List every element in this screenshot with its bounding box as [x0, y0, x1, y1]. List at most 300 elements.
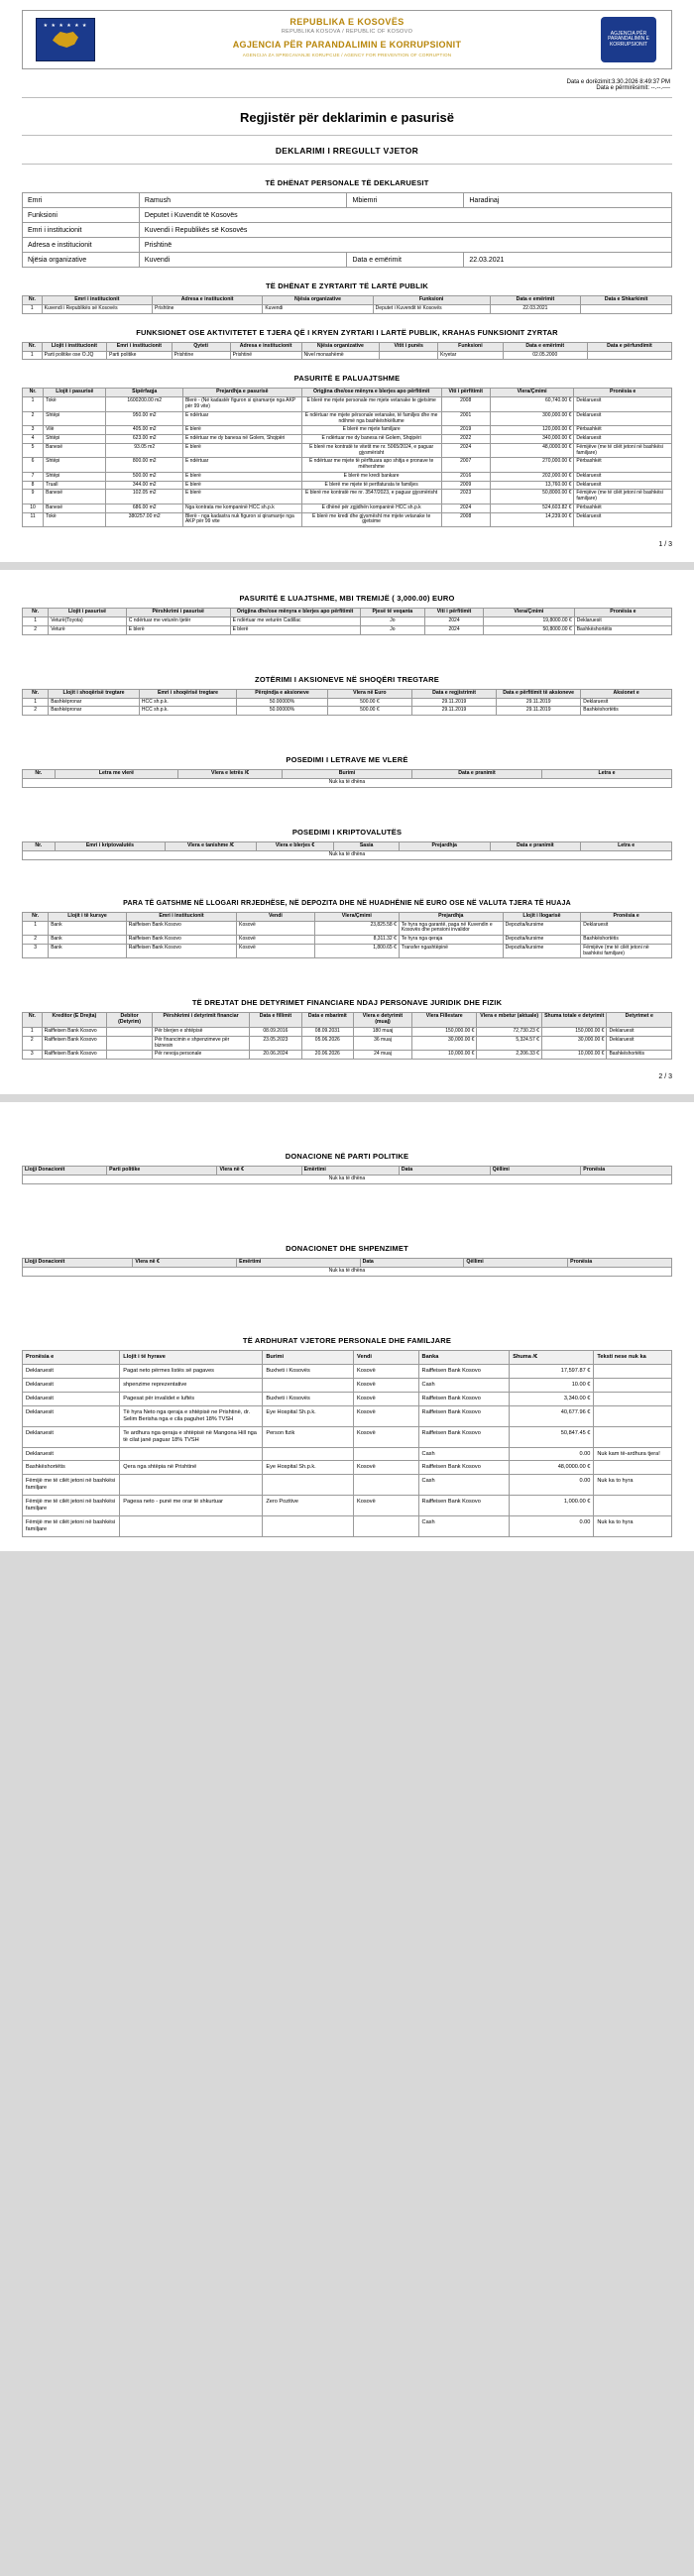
table-cell: 23,825.58 €: [314, 921, 399, 936]
table-cell: Raiffeisen Bank Kosovo: [418, 1461, 510, 1475]
table-cell: Banesë: [44, 490, 106, 504]
table-cell: 50,8000.00 €: [490, 490, 574, 504]
table-header-row: [23, 389, 672, 397]
spacer: [22, 958, 672, 984]
section-title-donations-expenses: DONACIONET DHE SHPENZIMET: [286, 1243, 408, 1253]
col-sasia: Sasia: [334, 841, 400, 850]
table-cell: Pagesat për invalidet e luftës: [120, 1392, 263, 1405]
table-cell: 180 muaj: [354, 1028, 412, 1037]
page-number-1: 1 / 3: [658, 541, 672, 549]
value-njesia: Kuvendi: [139, 253, 347, 268]
col-qyteti: Qyteti: [172, 342, 230, 351]
table-cell: E blerë: [230, 625, 360, 634]
table-cell: 950.00 m2: [106, 411, 182, 426]
table-cell: 150,000.00 €: [541, 1028, 607, 1037]
table-row: [23, 1496, 672, 1516]
table-cell: 10,000.00 €: [541, 1051, 607, 1060]
table-cell: 500.00 €: [327, 698, 411, 707]
value-funksioni: Deputet i Kuvendit të Kosovës: [139, 208, 671, 223]
divider: [22, 164, 672, 165]
label-njesia: Njësia organizative: [23, 253, 140, 268]
col-perqindja: Përqindja e aksioneve: [237, 689, 328, 698]
col-nr: Nr.: [23, 841, 56, 850]
table-cell: [107, 1051, 153, 1060]
table-cell: Raiffeisen Bank Kosovo: [418, 1405, 510, 1426]
table-cell: E ndërtuar me mjete të përfituara apo shitja e pronave te mëhershme: [301, 458, 441, 473]
table-cell: Bank: [49, 936, 127, 945]
table-cell: Deklaruesit: [574, 411, 672, 426]
table-cell: Shtëpi: [44, 458, 106, 473]
table-cell: 08.09.2016: [250, 1028, 301, 1037]
table-row: [23, 707, 672, 716]
table-cell: 623.00 m2: [106, 435, 182, 444]
table-cell: 686.00 m2: [106, 504, 182, 512]
col-emri: Emri i shoqërisë tregtare: [139, 689, 236, 698]
col-vlera: Vlera në €: [133, 1258, 237, 1267]
col-burimi: Burimi: [263, 1350, 354, 1364]
table-cell: 1,800.65 €: [314, 944, 399, 958]
table-cell: Deklaruesit: [574, 512, 672, 527]
col-pershkrimi: Përshkrimi i detyrimit financiar: [152, 1013, 249, 1028]
table-row: [23, 625, 672, 634]
col-emri: Emri i institucionit: [107, 342, 173, 351]
col-prejardhja: Prejardhja: [399, 912, 503, 921]
table-cell: E ndërtuar: [182, 411, 301, 426]
table-row: [23, 1447, 672, 1461]
table-cell: Deklaruesit: [574, 472, 672, 481]
table-cell: 7: [23, 472, 44, 481]
page-subtitle: DEKLARIMI I RREGULLT VJETOR: [275, 146, 419, 156]
empty-message: Nuk ka të dhëna: [23, 1176, 672, 1184]
table-cell: 300,000.00 €: [490, 411, 574, 426]
cell-data-emerimit: 02.05.2000: [503, 351, 587, 360]
col-adresa: Adresa e institucionit: [152, 296, 262, 305]
col-vlera-fillestare: Vlera Fillestare: [411, 1013, 477, 1028]
table-cell: 20.06.2024: [250, 1051, 301, 1060]
table-cell: Bashkëshortëtis: [581, 707, 672, 716]
other-functions-table: [22, 342, 672, 361]
table-cell: 2007: [441, 458, 490, 473]
table-cell: Për nevoja personale: [152, 1051, 249, 1060]
col-lloji: Llojji Donacionit: [23, 1258, 133, 1267]
agency-emblem: [586, 11, 671, 68]
cell-lloji: Parti politike ose O.JQ: [42, 351, 107, 360]
table-cell: 05.06.2026: [301, 1036, 353, 1051]
table-cell: Depozita/kursime: [503, 936, 581, 945]
table-cell: Te hyra nga garantë, paga në Kuvendin e Kosovës dhe pensioni invalidor: [399, 921, 503, 936]
header-line-1: REPUBLIKA E KOSOVËS: [289, 17, 405, 27]
table-cell: Kosovë: [237, 936, 315, 945]
col-emri: Emri i kriptovalutës: [55, 841, 165, 850]
section-title-senior-public: TË DHËNAT E ZYRTARIT TË LARTË PUBLIK: [265, 281, 428, 290]
table-cell: Tokë: [44, 512, 106, 527]
table-cell: [120, 1475, 263, 1496]
table-cell: Kosovë: [354, 1364, 419, 1378]
table-cell: [120, 1447, 263, 1461]
table-cell: 3,340.00 €: [510, 1392, 594, 1405]
table-cell: [107, 1028, 153, 1037]
table-cell: 3: [23, 944, 49, 958]
value-institucioni: Kuvendi i Republikës së Kosovës: [139, 223, 671, 238]
table-cell: Raiffeisen Bank Kosovo: [126, 944, 236, 958]
col-aksionet: Aksionet e: [581, 689, 672, 698]
col-prejardhja: Prejardhja e pasurisë: [182, 389, 301, 397]
col-vlera: Vlera/Çmimi: [490, 389, 574, 397]
table-cell: 2024: [425, 617, 484, 626]
table-cell: Bashkëpronar: [49, 707, 140, 716]
table-cell: 50,847.45 €: [510, 1426, 594, 1447]
table-row: [23, 921, 672, 936]
table-cell: Raiffeisen Bank Kosovo: [126, 936, 236, 945]
document-page-1: [0, 0, 694, 562]
col-vendi: Vendi: [354, 1350, 419, 1364]
table-row: [23, 1364, 672, 1378]
table-cell: 36 muaj: [354, 1036, 412, 1051]
col-burimi: Burimi: [282, 770, 411, 779]
flag-stars: ★ ★ ★ ★ ★ ★: [43, 23, 88, 29]
col-vlera-muaj: Vlera e detyrimit (muaj): [354, 1013, 412, 1028]
table-cell: Pagat neto përmes listës së pagaves: [120, 1364, 263, 1378]
table-cell: E blerë: [182, 490, 301, 504]
table-cell: 150,000.00 €: [411, 1028, 477, 1037]
table-cell: 2: [23, 411, 44, 426]
table-row: [23, 472, 672, 481]
col-lloji: Llojji Donacionit: [23, 1167, 107, 1176]
section-title-movable: PASURITË E LUAJTSHME, MBI TREMIJË ( 3,000.00) EURO: [239, 594, 455, 604]
page-number-2: 2 / 3: [658, 1073, 672, 1081]
table-cell: C ndërtuar me veturën tjetër: [126, 617, 230, 626]
col-pronesia: Pronësia: [581, 1167, 672, 1176]
table-cell: 60,740.00 €: [490, 397, 574, 412]
table-cell: Blerë - (Në kadastër figuron si qiramarrje nga AKP për 99 vite): [182, 397, 301, 412]
submission-dateline: [22, 77, 672, 95]
header-line-3: AGJENCIA PËR PARANDALIMIN E KORRUPSIONIT: [232, 40, 462, 50]
col-lloji: Llojit i të hyrave: [120, 1350, 263, 1364]
col-lloji: Llojit i shoqërisë tregtare: [49, 689, 140, 698]
table-cell: Raiffeisen Bank Kosovo: [42, 1051, 107, 1060]
table-cell: Zero Pozitive: [263, 1496, 354, 1516]
table-cell: Deklaruesit: [574, 435, 672, 444]
table-cell: Depozita/kursime: [503, 921, 581, 936]
col-pronesia: Pronësia e: [23, 1350, 120, 1364]
label-mbiemri: Mbiemri: [347, 193, 464, 208]
col-debitor: Debitor (Detyrim): [107, 1013, 153, 1028]
spacer: [22, 635, 672, 661]
col-vlera: Vlera e letrës /€: [178, 770, 283, 779]
col-pershkrimi: Përshkrimi i pasurisë: [126, 609, 230, 617]
table-cell: Deklaruesit: [581, 698, 672, 707]
table-row: [23, 458, 672, 473]
table-cell: 4: [23, 435, 44, 444]
col-detyrimet: Detyrimet e: [607, 1013, 672, 1028]
table-cell: Kosovë: [354, 1405, 419, 1426]
table-cell: 10: [23, 504, 44, 512]
table-cell: 19,8000.00 €: [484, 617, 575, 626]
table-cell: E ndërtuar: [182, 458, 301, 473]
table-cell: 3: [23, 1051, 43, 1060]
table-cell: E ndërtuar me mjete përsonale vetanake, të familjes dhe me ndihmë nga bashkëshkëllume: [301, 411, 441, 426]
table-cell: Shtëpi: [44, 411, 106, 426]
table-cell: 50,8000.00 €: [484, 625, 575, 634]
table-cell: Buxheti i Kosovës: [263, 1392, 354, 1405]
emblem-icon: AGJENCIA PËR PARANDALIMIN E KORRUPSIONIT: [601, 17, 656, 62]
cell-adresa: Prishtinë: [230, 351, 301, 360]
table-header-row: [23, 1350, 672, 1364]
table-cell: 340,000.00 €: [490, 435, 574, 444]
table-cell: 500.00 m2: [106, 472, 182, 481]
table-cell: 72,730.23 €: [477, 1028, 542, 1037]
immovable-property-table: [22, 388, 672, 527]
table-cell: Cash: [418, 1475, 510, 1496]
table-cell: shpenzime reprezentative: [120, 1378, 263, 1392]
table-row: [23, 1051, 672, 1060]
annual-income-table: [22, 1350, 672, 1538]
table-cell: 10,000.00 €: [411, 1051, 477, 1060]
table-cell: Për blerjen e shtëpisë: [152, 1028, 249, 1037]
document-header: [22, 10, 672, 69]
table-cell: Nuk kam të-ardhura tjera!: [594, 1447, 672, 1461]
col-vitit: Vitit i punës: [380, 342, 438, 351]
table-cell: 23.05.2023: [250, 1036, 301, 1051]
liabilities-table: [22, 1012, 672, 1060]
table-row: [23, 238, 672, 253]
table-cell: 800.00 m2: [106, 458, 182, 473]
table-header-row: [23, 689, 672, 698]
table-cell: 10.00 €: [510, 1378, 594, 1392]
table-cell: 5,324.57 €: [477, 1036, 542, 1051]
table-cell: [120, 1516, 263, 1537]
table-row: [23, 411, 672, 426]
table-cell: E ndërtuar me dy banesa në Golem, Shqipëri: [182, 435, 301, 444]
table-cell: 120,000.00 €: [490, 426, 574, 435]
table-cell: E blerë me kredi bankare: [301, 472, 441, 481]
table-header-row: [23, 609, 672, 617]
table-header-row: [23, 342, 672, 351]
col-nr: Nr.: [23, 609, 49, 617]
col-emertimi: Emërtimi: [237, 1258, 360, 1267]
table-cell: 2: [23, 707, 49, 716]
table-cell: E blerë: [182, 426, 301, 435]
section-title-other-functions: FUNKSIONET OSE AKTIVITETET E TJERA QË I KRYEN ZYRTARI I LARTË PUBLIK, KRAHAS FUNKSIONIT ZYRTAR: [136, 327, 558, 337]
col-vlera: Vlera në €: [217, 1167, 301, 1176]
table-cell: 524,603.82 €: [490, 504, 574, 512]
col-pronesia: Pronësia: [568, 1258, 672, 1267]
table-cell: Cash: [418, 1447, 510, 1461]
table-cell: 50.00000%: [237, 698, 328, 707]
table-row-empty: [23, 779, 672, 788]
table-cell: 29.11.2019: [497, 707, 581, 716]
table-cell: 40,677.96 €: [510, 1405, 594, 1426]
table-row: [23, 443, 672, 458]
section-title-shares: ZOTËRIMI I AKSIONEVE NË SHOQËRI TREGTARE: [255, 674, 439, 684]
table-cell: Fëmijëve (me të cilët jetoni në bashkësi familjare): [581, 944, 672, 958]
table-row: [23, 1028, 672, 1037]
table-cell: E blerë: [182, 481, 301, 490]
table-cell: Deklaruesit: [23, 1405, 120, 1426]
col-nr: Nr.: [23, 389, 44, 397]
table-header-row: [23, 912, 672, 921]
divider: [22, 97, 672, 98]
table-cell: 2023: [441, 490, 490, 504]
col-data-shkarkimit: Data e Shkarkimit: [581, 296, 672, 305]
section-title-securities: POSEDIMI I LETRAVE ME VLERË: [286, 755, 408, 765]
col-letra-e: Letra e: [541, 770, 671, 779]
cell-data-shkarkimit: [581, 304, 672, 313]
table-cell: [354, 1516, 419, 1537]
table-cell: Deklaruesit: [23, 1364, 120, 1378]
table-cell: Deklaruesit: [574, 481, 672, 490]
table-cell: 1: [23, 617, 49, 626]
table-cell: 3: [23, 426, 44, 435]
label-emri: Emri: [23, 193, 140, 208]
table-cell: Nuk ka to hyra: [594, 1475, 672, 1496]
col-data-emerimit: Data e emërimit: [490, 296, 581, 305]
col-kreditor: Kreditor (E Drejta): [42, 1013, 107, 1028]
table-cell: 102.05 m2: [106, 490, 182, 504]
col-nr: Nr.: [23, 689, 49, 698]
page-title: Regjistër për deklarimin e pasurisë: [239, 110, 455, 125]
table-cell: Transfer ngashtëpinë: [399, 944, 503, 958]
value-data-emerimit: 22.03.2021: [464, 253, 672, 268]
table-cell: E blerë me kredi dhe gjysmësht me mjete vetanake te gjetsime: [301, 512, 441, 527]
table-cell: [594, 1426, 672, 1447]
table-cell: 08.09.2031: [301, 1028, 353, 1037]
table-row: [23, 1036, 672, 1051]
table-cell: Vilë: [44, 426, 106, 435]
table-cell: Raiffeisen Bank Kosovo: [42, 1028, 107, 1037]
cell-funksioni: Kryetar: [438, 351, 504, 360]
table-cell: 2008: [441, 397, 490, 412]
col-emertimi: Emërtimi: [301, 1167, 399, 1176]
spacer: [22, 860, 672, 886]
correction-date: Data e përmirësimit: --.--.----: [596, 85, 670, 91]
col-viti: Viti i përfitimit: [425, 609, 484, 617]
table-cell: 1: [23, 698, 49, 707]
cash-accounts-table: [22, 912, 672, 959]
col-institucioni: Emri i institucionit: [42, 296, 152, 305]
table-row: [23, 208, 672, 223]
table-cell: Cash: [418, 1378, 510, 1392]
col-vlera-mbetur: Vlera e mbetur (aktuale): [477, 1013, 542, 1028]
table-cell: Fëmijëve (me të cilët jetoni në bashkësi familjare): [574, 443, 672, 458]
table-cell: Kosovë: [237, 944, 315, 958]
table-cell: 1: [23, 397, 44, 412]
flag-icon: [36, 18, 95, 61]
table-cell: Fëmijë me të cilët jetoni në bashkësi familjare: [23, 1496, 120, 1516]
table-cell: 2: [23, 1036, 43, 1051]
table-cell: Kosovë: [354, 1496, 419, 1516]
table-row: [23, 1426, 672, 1447]
donations-expenses-table: [22, 1258, 672, 1277]
table-cell: Deklaruesit: [23, 1378, 120, 1392]
table-cell: Kosovë: [237, 921, 315, 936]
table-row: [23, 351, 672, 360]
table-row: [23, 426, 672, 435]
cell-data-emerimit: 22.03.2021: [490, 304, 581, 313]
table-cell: [107, 1036, 153, 1051]
table-cell: Të hyra Neto nga qeraja e shtëpisë ne Prishtinë, dr. Selim Berisha nga e cila paguhet 18% TVSH: [120, 1405, 263, 1426]
table-cell: [594, 1392, 672, 1405]
table-cell: 2: [23, 936, 49, 945]
col-funksioni: Funksioni: [373, 296, 490, 305]
table-row: [23, 193, 672, 208]
table-cell: 8: [23, 481, 44, 490]
table-cell: Banesë: [44, 443, 106, 458]
table-cell: [594, 1496, 672, 1516]
table-cell: Shtëpi: [44, 435, 106, 444]
table-cell: 17,597.87 €: [510, 1364, 594, 1378]
table-cell: 2001: [441, 411, 490, 426]
col-vlera-tanishme: Vlera e tanishme /€: [166, 841, 257, 850]
cell-institucioni: Kuvendi i Republikës së Kosovës: [42, 304, 152, 313]
personal-data-table: [22, 192, 672, 268]
table-cell: [594, 1378, 672, 1392]
col-shuma-totale: Shuma totale e detyrimit: [541, 1013, 607, 1028]
table-cell: Deklaruesit: [23, 1392, 120, 1405]
col-nr: Nr.: [23, 342, 43, 351]
table-cell: 29.11.2019: [411, 698, 496, 707]
header-line-2: REPUBLIKA KOSOVA / REPUBLIC OF KOSOVO: [281, 29, 413, 35]
table-cell: E blerë me mjete personale me mjete vetanake te gjetsime: [301, 397, 441, 412]
col-prejardhja: Prejardhja: [399, 841, 490, 850]
table-row: [23, 1475, 672, 1496]
table-cell: E blerë: [182, 443, 301, 458]
col-letra-e: Letra e: [581, 841, 672, 850]
table-cell: Deklaruesit: [574, 617, 671, 626]
table-row: [23, 397, 672, 412]
table-cell: Jo: [360, 617, 425, 626]
table-cell: 30,000.00 €: [411, 1036, 477, 1051]
crypto-table: [22, 841, 672, 860]
table-cell: E blerë me mjete familjare: [301, 426, 441, 435]
table-cell: E blerë me kontratë te vitetit me nr. 5065/2024, e paguar gjysmërisht: [301, 443, 441, 458]
label-data-emerimit: Data e emërimit: [347, 253, 464, 268]
table-row: [23, 504, 672, 512]
table-row: [23, 223, 672, 238]
spacer: [22, 716, 672, 741]
cell-emri: Parti politike: [107, 351, 173, 360]
table-cell: Shtëpi: [44, 472, 106, 481]
table-cell: Bashkëpronar: [49, 698, 140, 707]
label-adresa: Adresa e institucionit: [23, 238, 140, 253]
table-cell: Eye Hospital Sh.p.k.: [263, 1405, 354, 1426]
party-donations-table: [22, 1166, 672, 1184]
table-cell: Person fizik: [263, 1426, 354, 1447]
table-cell: [594, 1461, 672, 1475]
table-cell: Raiffeisen Bank Kosovo: [418, 1496, 510, 1516]
table-row: [23, 512, 672, 527]
table-row: [23, 253, 672, 268]
kosovo-map-shape: [53, 32, 78, 48]
cell-vitit: [380, 351, 438, 360]
table-cell: 93.05 m2: [106, 443, 182, 458]
table-cell: [354, 1475, 419, 1496]
table-row: [23, 617, 672, 626]
table-cell: E blerë: [182, 472, 301, 481]
empty-message: Nuk ka të dhëna: [23, 1267, 672, 1276]
table-cell: Bashkëshortëtis: [23, 1461, 120, 1475]
table-cell: [594, 1405, 672, 1426]
col-data-mbarimit: Data e mbarimit: [301, 1013, 353, 1028]
cell-njesia: Kuvendi: [263, 304, 373, 313]
table-cell: E ndërtuar me veturën Cadillac: [230, 617, 360, 626]
table-cell: Bashkëshortëtis: [607, 1051, 672, 1060]
table-cell: Cash: [418, 1516, 510, 1537]
document-page-3: [0, 1102, 694, 1551]
table-cell: E blerë: [126, 625, 230, 634]
spacer: [22, 1184, 672, 1230]
table-cell: Nuk ka to hyra: [594, 1516, 672, 1537]
